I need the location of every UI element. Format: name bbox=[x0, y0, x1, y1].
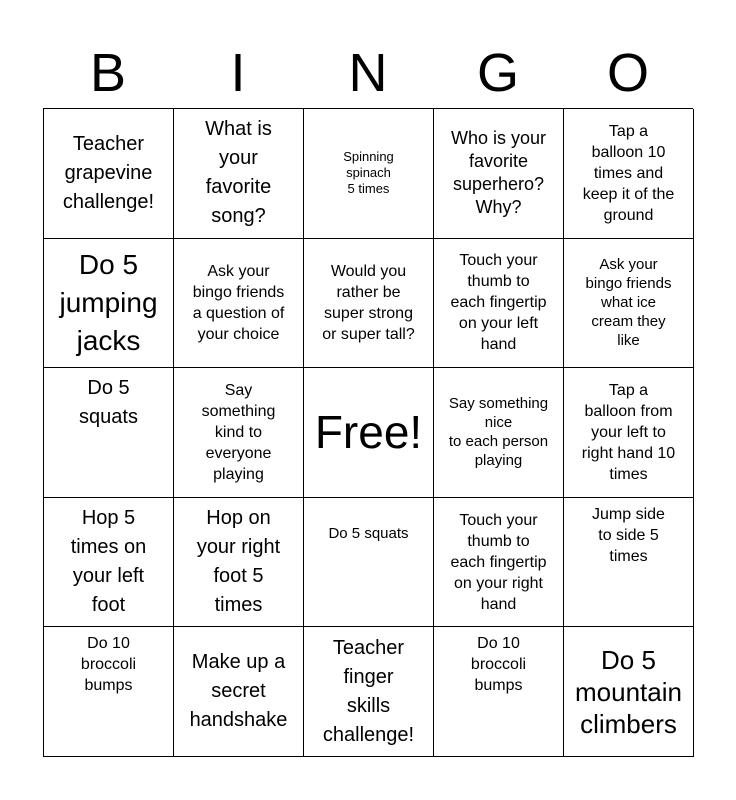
free-space[interactable] bbox=[304, 368, 434, 498]
header-letter-o: O bbox=[606, 43, 649, 103]
cell-text: Hop 5 times on your left foot bbox=[70, 507, 147, 617]
bingo-cell[interactable] bbox=[304, 109, 434, 239]
bingo-cell[interactable] bbox=[44, 109, 174, 239]
cell-text: Say something kind to everyone playing bbox=[201, 381, 276, 483]
bingo-cell[interactable] bbox=[564, 627, 694, 757]
cell-text: Tap a balloon 10 times and keep it of the ground bbox=[582, 122, 675, 224]
bingo-cell[interactable] bbox=[434, 368, 564, 498]
cell-text: Who is your favorite superhero? Why? bbox=[450, 128, 547, 218]
bingo-cell[interactable] bbox=[434, 627, 564, 757]
bingo-cell[interactable] bbox=[564, 498, 694, 628]
header-letter-i: I bbox=[230, 43, 246, 103]
header-letter-b: B bbox=[89, 43, 127, 103]
bingo-cell[interactable] bbox=[304, 627, 434, 757]
bingo-card bbox=[43, 108, 693, 757]
cell-text: Do 5 squats bbox=[328, 524, 409, 542]
cell-text: Jump side to side 5 times bbox=[592, 505, 665, 565]
bingo-cell[interactable] bbox=[44, 368, 174, 498]
cell-text: Teacher finger skills challenge! bbox=[322, 636, 415, 746]
header-letter-g: G bbox=[476, 43, 519, 103]
bingo-cell[interactable] bbox=[434, 498, 564, 628]
bingo-cell[interactable] bbox=[174, 239, 304, 369]
bingo-cell[interactable] bbox=[304, 239, 434, 369]
cell-text: Do 5 squats bbox=[79, 377, 138, 429]
header-letter-n: N bbox=[348, 43, 388, 103]
bingo-cell[interactable] bbox=[304, 498, 434, 628]
bingo-cell[interactable] bbox=[44, 627, 174, 757]
bingo-cell[interactable] bbox=[434, 109, 564, 239]
cell-text: Do 5 mountain climbers bbox=[575, 644, 682, 739]
cell-text: Do 10 broccoli bumps bbox=[470, 635, 527, 695]
cell-text: Make up a secret handshake bbox=[189, 651, 288, 732]
bingo-header bbox=[43, 38, 693, 108]
cell-text: Tap a balloon from your left to right hand 10 times bbox=[581, 381, 676, 483]
cell-text: Teacher grapevine challenge! bbox=[62, 132, 155, 213]
bingo-cell[interactable] bbox=[44, 239, 174, 369]
bingo-cell[interactable] bbox=[564, 239, 694, 369]
cell-text: Hop on your right foot 5 times bbox=[196, 507, 281, 617]
bingo-cell[interactable] bbox=[174, 368, 304, 498]
bingo-cell[interactable] bbox=[564, 109, 694, 239]
free-space-text: Free! bbox=[314, 406, 423, 459]
cell-text: Would you rather be super strong or super tall? bbox=[322, 262, 415, 343]
cell-text: Do 10 broccoli bumps bbox=[80, 635, 137, 695]
bingo-cell[interactable] bbox=[174, 627, 304, 757]
cell-text: Do 5 jumping jacks bbox=[59, 248, 158, 356]
bingo-cell[interactable] bbox=[174, 109, 304, 239]
cell-text: Ask your bingo friends what ice cream they like bbox=[585, 256, 672, 350]
bingo-cell[interactable] bbox=[44, 498, 174, 628]
cell-text: What is your favorite song? bbox=[205, 118, 272, 228]
cell-text: Touch your thumb to each fingertip on your left hand bbox=[450, 252, 547, 354]
bingo-cell[interactable] bbox=[174, 498, 304, 628]
cell-text: Touch your thumb to each fingertip on your right hand bbox=[450, 511, 547, 613]
cell-text: Ask your bingo friends a question of your choice bbox=[192, 262, 285, 343]
cell-text: Spinning spinach 5 times bbox=[343, 149, 394, 197]
bingo-cell[interactable] bbox=[564, 368, 694, 498]
bingo-cell[interactable] bbox=[434, 239, 564, 369]
cell-text: Say something nice to each person playing bbox=[448, 395, 549, 470]
